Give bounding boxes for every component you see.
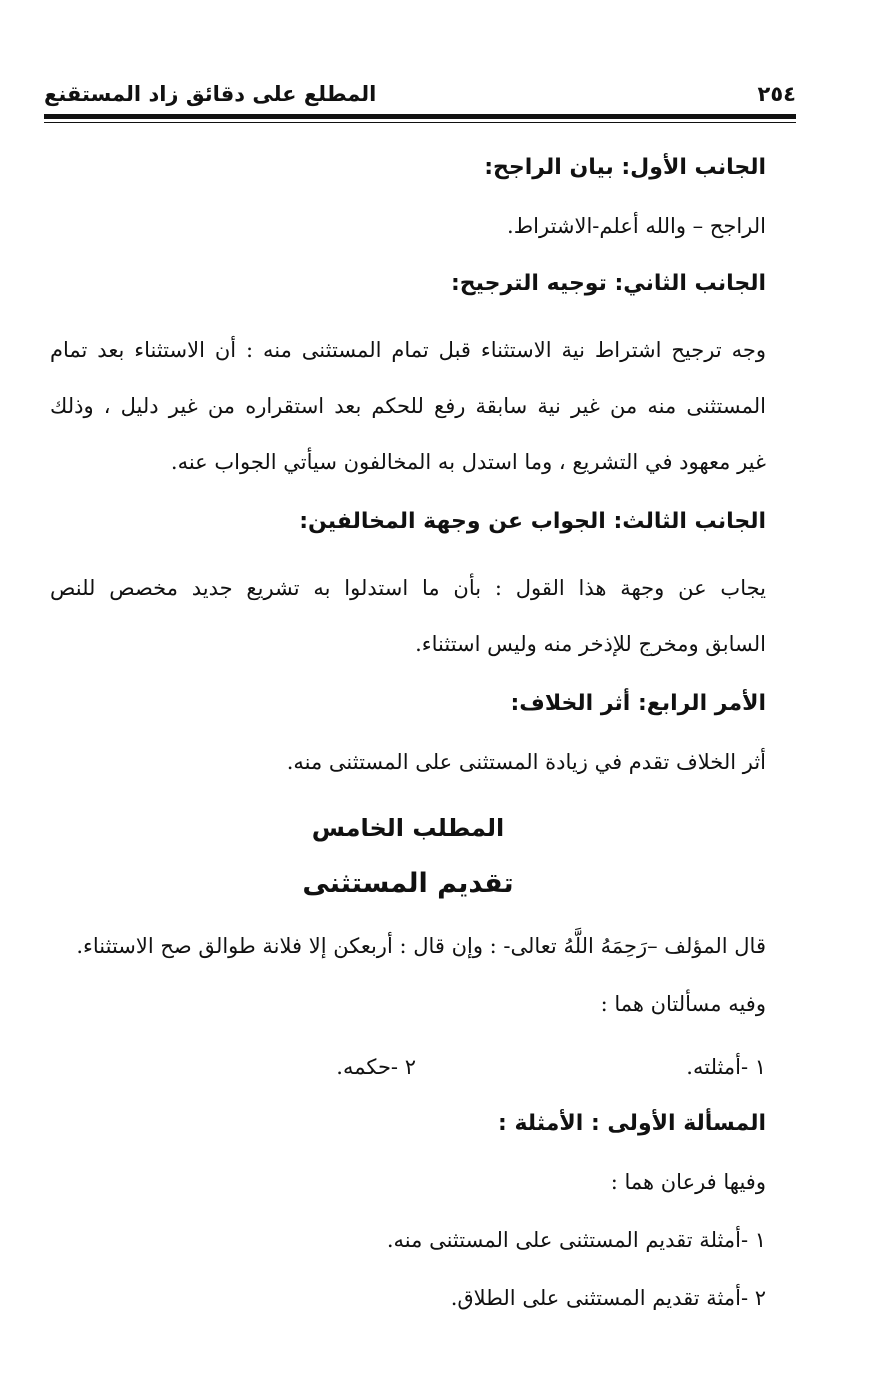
branches-intro: وفيها فرعان هما :: [610, 1170, 766, 1194]
list-item: ٢ -حكمه.: [336, 1055, 416, 1079]
paragraph-justification: [50, 322, 766, 490]
section-subtitle: تقديم المستثنى: [302, 868, 514, 899]
section-title: المطلب الخامس: [311, 814, 505, 842]
page-header: [44, 80, 796, 116]
text-line: يجاب عن وجهة هذا القول : بأن ما استدلوا به تشريع جديد مخصص للنص: [50, 576, 766, 600]
text-line: غير معهود في التشريع ، وما استدل به المخالفون سيأتي الجواب عنه.: [170, 450, 766, 474]
heading-second-aspect: الجانب الثاني: توجيه الترجيح:: [451, 271, 766, 296]
list-item: ١ -أمثلته.: [686, 1055, 766, 1079]
heading-third-aspect: الجانب الثالث: الجواب عن وجهة المخالفين:: [299, 509, 766, 534]
paragraph-preferred: الراجح – والله أعلم-الاشتراط.: [507, 214, 766, 238]
header-rule-thick: [44, 114, 796, 119]
page-content: [50, 148, 766, 1336]
page-number: ٢٥٤: [757, 82, 796, 106]
issues-list: [50, 1042, 766, 1092]
paragraph-effect: أثر الخلاف تقدم في زيادة المستثنى على المستثنى منه.: [286, 750, 766, 774]
running-title: المطلع على دقائق زاد المستقنع: [44, 82, 377, 106]
heading-fourth-matter: الأمر الرابع: أثر الخلاف:: [510, 691, 766, 716]
paragraph-response: [50, 560, 766, 672]
text-line: وجه ترجيح اشتراط نية الاستثناء قبل تمام المستثنى منه : أن الاستثناء بعد تمام: [50, 338, 766, 362]
author-quote: قال المؤلف –رَحِمَهُ اللَّهُ تعالى- : وإن قال : أربعكن إلا فلانة طوالق صح الاستثناء.: [76, 934, 766, 958]
text-line: المستثنى منه من غير نية سابقة رفع للحكم بعد استقراره من غير دليل ، وذلك: [50, 394, 766, 418]
heading-first-aspect: الجانب الأول: بيان الراجح:: [484, 155, 766, 180]
issues-intro: وفيه مسألتان هما :: [600, 992, 766, 1016]
list-item: ٢ -أمثة تقديم المستثنى على الطلاق.: [450, 1286, 766, 1310]
text-line: السابق ومخرج للإذخر منه وليس استثناء.: [415, 632, 766, 656]
header-rule-thin: [44, 122, 796, 123]
heading-first-issue: المسألة الأولى : الأمثلة :: [498, 1111, 766, 1136]
list-item: ١ -أمثلة تقديم المستثنى على المستثنى منه.: [386, 1228, 766, 1252]
